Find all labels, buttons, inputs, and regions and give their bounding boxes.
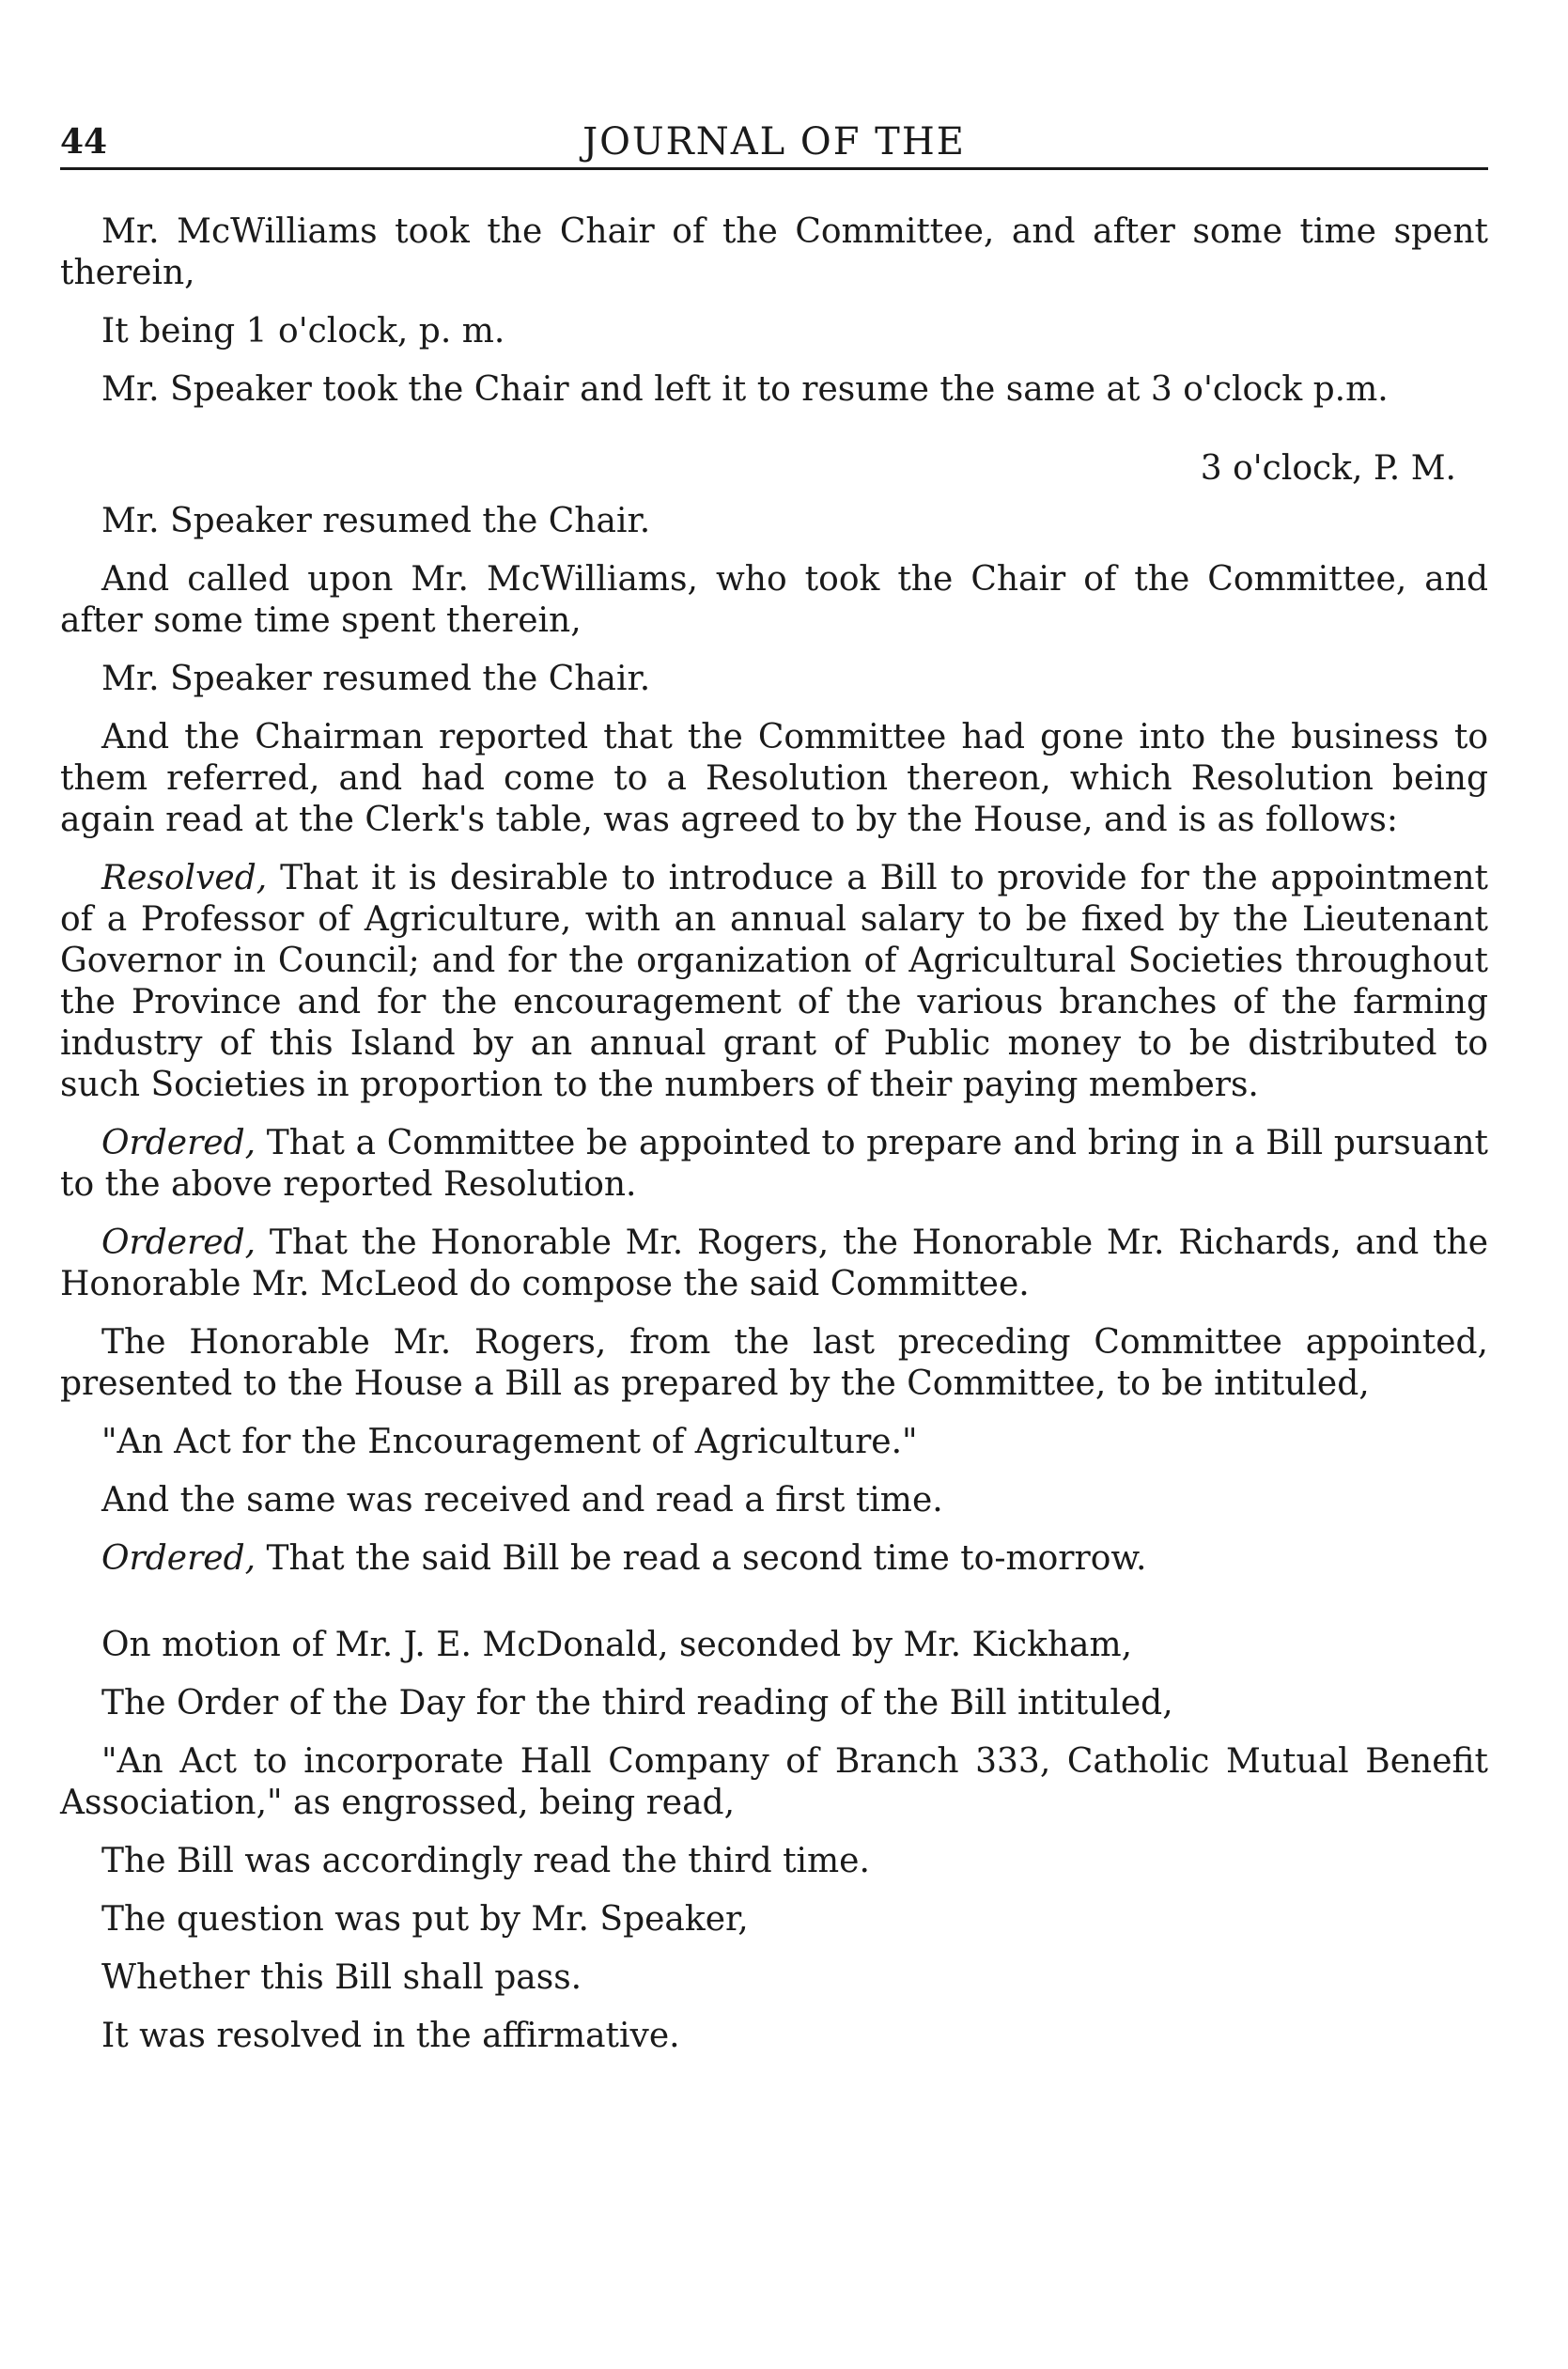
journal-body bbox=[60, 170, 1488, 2057]
resolution-text: That it is desirable to introduce a Bill to provide for the appointment of a Professor of Agriculture, with an annual salary to be fixed by the Lieutenant Governor in Council; and for the organization of Agricultural Societies throughout the Province and for the encouragement of the various branches of the farming industry of this Island by an annual grant of Public money to be distributed to such Societies in proportion to the numbers of their paying members. bbox=[60, 859, 1488, 1104]
paragraph: The Honorable Mr. Rogers, from the last preceding Committee appointed, presented to the House a Bill as prepared by the Committee, to be intituled, bbox=[60, 1323, 1488, 1403]
order-text: That the said Bill be read a second time to-morrow. bbox=[256, 1539, 1147, 1578]
paragraph: And the same was received and read a first time. bbox=[101, 1481, 943, 1520]
running-head: JOURNAL OF THE bbox=[582, 120, 966, 164]
paragraph: On motion of Mr. J. E. McDonald, seconded by Mr. Kickham, bbox=[101, 1626, 1133, 1664]
paragraph: Mr. Speaker resumed the Chair. bbox=[101, 502, 651, 540]
section-gap bbox=[60, 1597, 1488, 1625]
order-text: That a Committee be appointed to prepare and bring in a Bill pursuant to the above reported Resolution. bbox=[60, 1124, 1488, 1204]
paragraph: And the Chairman reported that the Committee had gone into the business to them referred, and had come to a Resolution thereon, which Resolution being again read at the Clerk's table, was agreed to by the House, and is as follows: bbox=[60, 718, 1488, 839]
bill-title: "An Act to incorporate Hall Company of Branch 333, Catholic Mutual Benefit Association," as engrossed, being read, bbox=[60, 1742, 1488, 1822]
paragraph: It being 1 o'clock, p. m. bbox=[101, 312, 505, 351]
ordered-lead: Ordered, bbox=[101, 1539, 256, 1578]
paragraph: The question was put by Mr. Speaker, bbox=[101, 1900, 749, 1939]
time-heading: 3 o'clock, P. M. bbox=[1200, 449, 1456, 488]
bill-title: "An Act for the Encouragement of Agriculture." bbox=[101, 1423, 918, 1461]
ordered-lead: Ordered, bbox=[101, 1124, 256, 1162]
paragraph: Mr. McWilliams took the Chair of the Committee, and after some time spent therein, bbox=[60, 212, 1488, 292]
order-paragraph bbox=[60, 1123, 1488, 1206]
order-paragraph bbox=[60, 1223, 1488, 1305]
paragraph: It was resolved in the affirmative. bbox=[101, 2017, 680, 2055]
resolved-lead: Resolved, bbox=[101, 859, 268, 897]
paragraph: Mr. Speaker took the Chair and left it to resume the same at 3 o'clock p.m. bbox=[101, 370, 1389, 409]
resolution-paragraph bbox=[60, 858, 1488, 1106]
paragraph: And called upon Mr. McWilliams, who took the Chair of the Committee, and after some time spent therein, bbox=[60, 560, 1488, 640]
ordered-lead: Ordered, bbox=[101, 1223, 256, 1262]
paragraph: Mr. Speaker resumed the Chair. bbox=[101, 660, 651, 698]
page-number: 44 bbox=[60, 122, 108, 162]
paragraph: The Bill was accordingly read the third time. bbox=[101, 1842, 870, 1880]
paragraph: Whether this Bill shall pass. bbox=[101, 1958, 582, 1997]
journal-page bbox=[60, 111, 1488, 2074]
page-header bbox=[60, 111, 1488, 170]
order-text: That the Honorable Mr. Rogers, the Honorable Mr. Richards, and the Honorable Mr. McLeod do compose the said Committee. bbox=[60, 1223, 1488, 1303]
paragraph: The Order of the Day for the third reading of the Bill intituled, bbox=[101, 1684, 1173, 1722]
order-paragraph bbox=[60, 1538, 1488, 1580]
